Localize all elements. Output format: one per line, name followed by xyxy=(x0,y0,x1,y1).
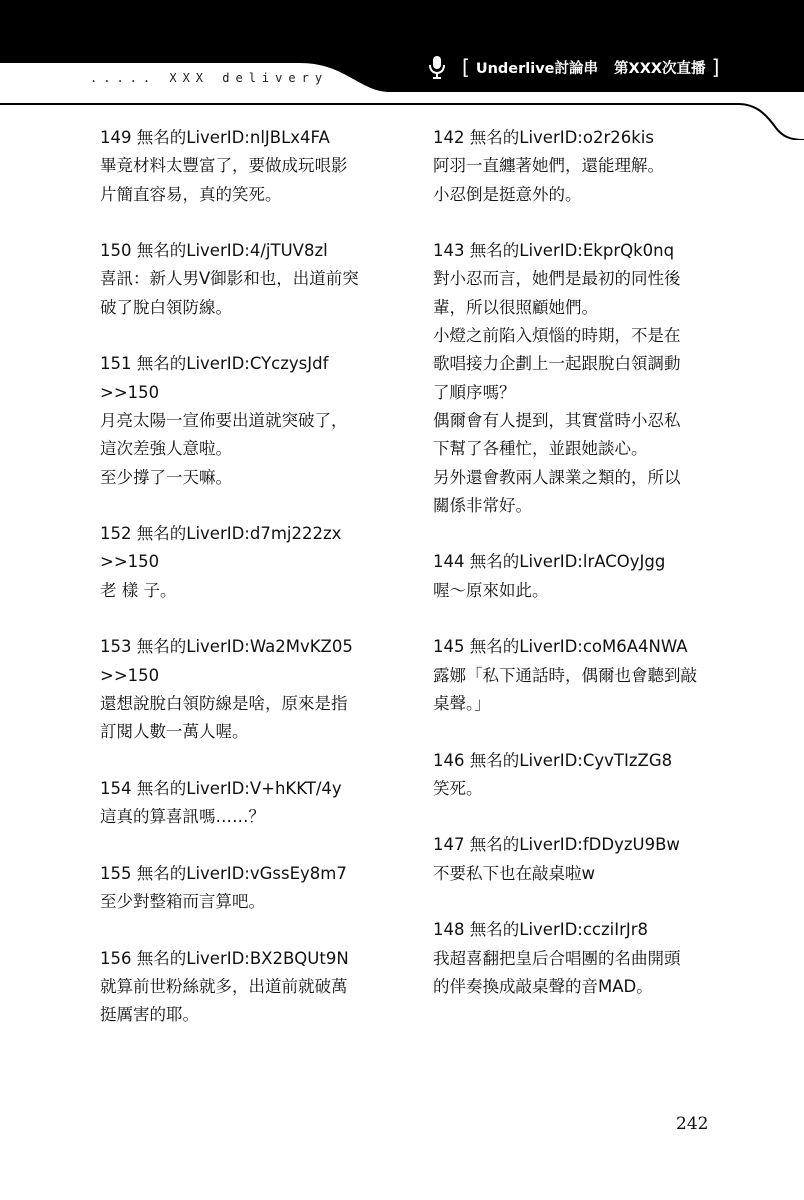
poster-name: 無名的Liver xyxy=(469,552,560,572)
post-header xyxy=(433,548,733,576)
post-number: 149 xyxy=(100,128,132,147)
thread-post xyxy=(433,916,733,1001)
post-text-line: 輩，所以很照顧她們。 xyxy=(433,297,598,317)
poster-id: ID:CyvTIzZG8 xyxy=(559,750,673,770)
page-header xyxy=(0,0,804,140)
poster-id: ID:nlJBLx4FA xyxy=(226,128,330,147)
post-number: 151 xyxy=(100,354,132,374)
poster-name: 無名的Liver xyxy=(469,637,560,657)
poster-name: 無名的Liver xyxy=(469,835,560,855)
post-text-line: 畢竟材料太豐富了，要做成玩哏影 xyxy=(100,156,348,176)
post-header xyxy=(433,831,733,859)
poster-id: ID:d7mj222zx xyxy=(226,524,342,544)
post-text-line: 的伴奏換成敲桌聲的音MAD。 xyxy=(433,976,653,996)
post-header xyxy=(433,237,733,265)
post-text-line: 老 樣 子。 xyxy=(100,580,177,600)
poster-id: ID:V+hKKT/4y xyxy=(226,778,342,798)
post-text-line: 歌唱接力企劃上一起跟脫白領調動 xyxy=(433,354,681,374)
thread-post xyxy=(100,237,400,322)
poster-id: ID:fDDyzU9Bw xyxy=(559,835,680,855)
poster-id: ID:ccziIrJr8 xyxy=(559,920,649,940)
episode-title: 第XXX次直播 xyxy=(614,60,706,77)
post-number: 148 xyxy=(433,920,465,940)
page-number: 242 xyxy=(676,1114,709,1134)
bracket-open: [ xyxy=(462,55,470,79)
poster-id: ID:BX2BQUt9N xyxy=(226,948,349,968)
poster-id: ID:o2r26kis xyxy=(559,128,654,147)
thread-post xyxy=(433,124,733,209)
left-column xyxy=(100,124,400,1058)
post-text-line: 另外還會教兩人課業之類的，所以 xyxy=(433,467,681,487)
thread-post xyxy=(100,775,400,832)
post-text-line: 月亮太陽一宣佈要出道就突破了， xyxy=(100,410,348,430)
post-text-line: >>150 xyxy=(100,665,160,685)
poster-id: ID:Wa2MvKZ05 xyxy=(226,637,353,657)
header-right-title xyxy=(428,54,725,80)
post-text-line: 還想說脫白領防線是啥，原來是指 xyxy=(100,693,348,713)
poster-name: 無名的Liver xyxy=(136,778,227,798)
post-text-line: 喜訊：新人男V御影和也，出道前突 xyxy=(100,269,359,289)
post-header xyxy=(433,916,733,944)
post-number: 153 xyxy=(100,637,132,657)
poster-name: 無名的Liver xyxy=(136,354,227,374)
poster-id: ID:vGssEy8m7 xyxy=(226,863,347,883)
poster-name: 無名的Liver xyxy=(469,920,560,940)
thread-post xyxy=(433,633,733,718)
post-header xyxy=(100,860,400,888)
post-text-line: 阿羽一直纏著她們，還能理解。 xyxy=(433,156,664,176)
post-number: 154 xyxy=(100,778,132,798)
thread-post xyxy=(100,124,400,209)
post-number: 155 xyxy=(100,863,132,883)
post-text-line: 對小忍而言，她們是最初的同性後 xyxy=(433,269,681,289)
post-text-line: 關係非常好。 xyxy=(433,495,532,515)
post-text-line: 不要私下也在敲桌啦w xyxy=(433,863,595,883)
post-text-line: 這真的算喜訊嗎……？ xyxy=(100,807,265,827)
poster-name: 無名的Liver xyxy=(469,128,560,147)
poster-name: 無名的Liver xyxy=(136,128,227,147)
poster-name: 無名的Liver xyxy=(469,241,560,261)
post-header xyxy=(100,520,400,548)
thread-post xyxy=(433,548,733,605)
post-text-line: >>150 xyxy=(100,552,160,572)
thread-post xyxy=(100,860,400,917)
post-number: 146 xyxy=(433,750,465,770)
thread-post xyxy=(100,945,400,1030)
thread-post xyxy=(100,633,400,746)
poster-id: ID:coM6A4NWA xyxy=(559,637,688,657)
header-left-text: ..... XXX delivery xyxy=(90,71,329,85)
post-number: 142 xyxy=(433,128,465,147)
post-text-line: 笑死。 xyxy=(433,778,483,798)
post-text-line: 露娜「私下通話時，偶爾也會聽到敲 xyxy=(433,665,697,685)
post-text-line: 偶爾會有人提到，其實當時小忍私 xyxy=(433,410,681,430)
post-number: 143 xyxy=(433,241,465,261)
bracket-close: ] xyxy=(711,55,720,79)
post-header xyxy=(433,747,733,775)
post-text-line: 挺厲害的耶。 xyxy=(100,1005,199,1025)
post-text-line: 下幫了各種忙，並跟她談心。 xyxy=(433,439,648,459)
thread-post xyxy=(100,350,400,491)
poster-id: ID:4/jTUV8zl xyxy=(226,241,328,261)
thread-post xyxy=(433,831,733,888)
post-text-line: 至少對整箱而言算吧。 xyxy=(100,892,265,912)
poster-name: 無名的Liver xyxy=(136,637,227,657)
post-text-line: 喔～原來如此。 xyxy=(433,580,549,600)
post-number: 156 xyxy=(100,948,132,968)
poster-name: 無名的Liver xyxy=(136,863,227,883)
post-number: 152 xyxy=(100,524,132,544)
post-header xyxy=(100,633,400,661)
post-header xyxy=(100,124,400,152)
post-header xyxy=(433,633,733,661)
post-header xyxy=(100,775,400,803)
poster-name: 無名的Liver xyxy=(136,241,227,261)
thread-post xyxy=(433,747,733,804)
poster-id: ID:lrACOyJgg xyxy=(559,552,666,572)
post-text-line: 至少撐了一天嘛。 xyxy=(100,467,232,487)
post-number: 147 xyxy=(433,835,465,855)
poster-name: 無名的Liver xyxy=(136,524,227,544)
thread-post xyxy=(100,520,400,605)
right-column xyxy=(433,124,733,1030)
post-text-line: 桌聲。」 xyxy=(433,693,491,713)
poster-name: 無名的Liver xyxy=(136,948,227,968)
post-header xyxy=(100,945,400,973)
poster-id: ID:CYczysJdf xyxy=(226,354,329,374)
post-header xyxy=(100,350,400,378)
poster-name: 無名的Liver xyxy=(469,750,560,770)
post-text-line: 這次差強人意啦。 xyxy=(100,439,232,459)
thread-post xyxy=(433,237,733,520)
series-title: Underlive討論串 xyxy=(475,60,599,77)
post-text-line: 小燈之前陷入煩惱的時期，不是在 xyxy=(433,326,681,346)
post-number: 145 xyxy=(433,637,465,657)
post-text-line: 片簡直容易，真的笑死。 xyxy=(100,184,282,204)
post-text-line: 我超喜翻把皇后合唱團的名曲開頭 xyxy=(433,948,681,968)
post-text-line: 破了脫白領防線。 xyxy=(100,297,232,317)
post-header xyxy=(100,237,400,265)
poster-id: ID:EkprQk0nq xyxy=(559,241,675,261)
post-header xyxy=(433,124,733,152)
post-number: 144 xyxy=(433,552,465,572)
microphone-icon xyxy=(428,55,446,79)
post-text-line: >>150 xyxy=(100,382,160,402)
post-text-line: 訂閱人數一萬人喔。 xyxy=(100,722,249,742)
post-number: 150 xyxy=(100,241,132,261)
post-text-line: 小忍倒是挺意外的。 xyxy=(433,184,582,204)
post-text-line: 就算前世粉絲就多，出道前就破萬 xyxy=(100,976,348,996)
post-text-line: 了順序嗎？ xyxy=(433,382,516,402)
